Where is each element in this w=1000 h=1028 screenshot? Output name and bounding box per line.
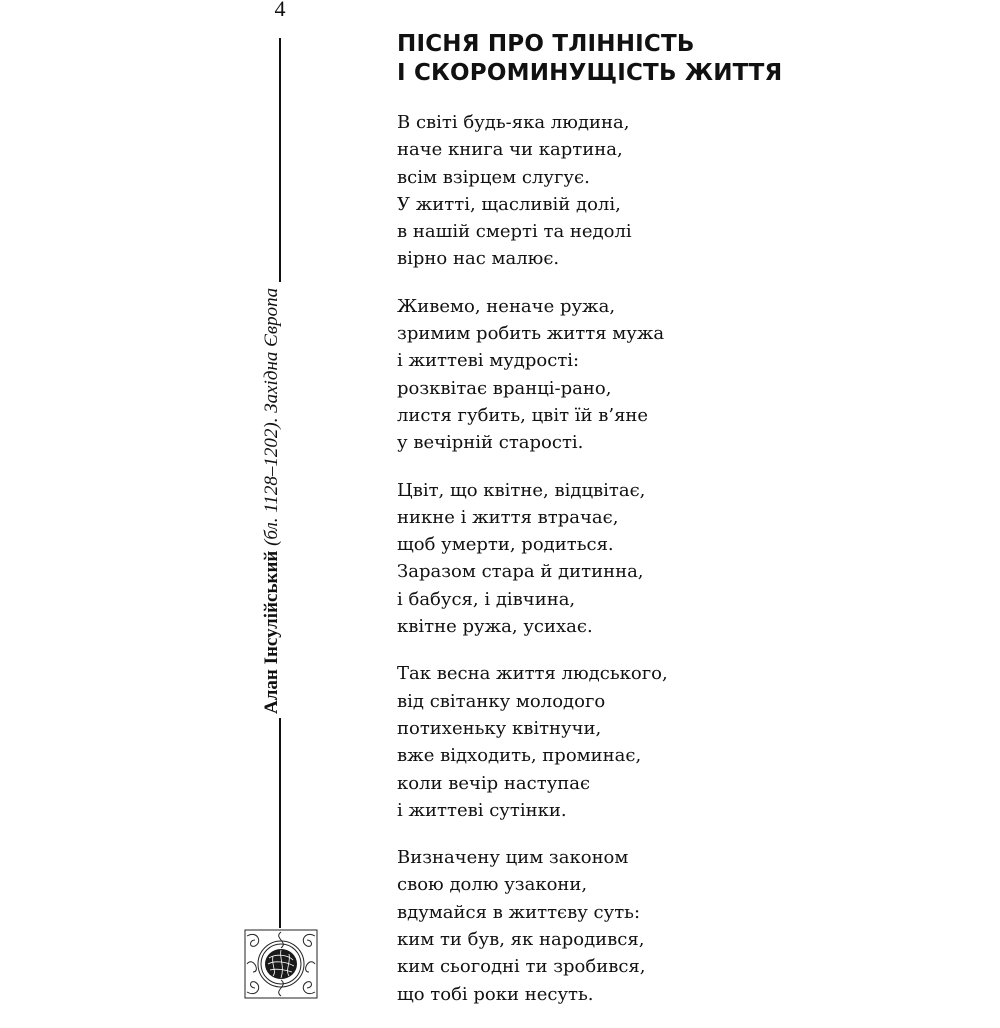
spine-dates: (бл. 1128–1202). [261, 417, 282, 546]
poem-line: вдумайся в життєву суть: [397, 901, 641, 923]
poem-line: і життеві сутінки. [397, 799, 567, 821]
poem-line: Цвіт, що квітне, відцвітає, [397, 479, 646, 501]
poem-line: коли вечір наступає [397, 772, 591, 794]
stanza-3 [397, 477, 957, 641]
poem-line: розквітає вранці-рано, [397, 377, 612, 399]
poem-line: у вечірній старості. [397, 432, 584, 454]
poem-line: ким сьогодні ти зробився, [397, 956, 646, 978]
page-number: 4 [274, 0, 286, 21]
spine-region: Західна Європа [261, 287, 282, 413]
poem-line: вірно нас малює. [397, 248, 560, 270]
stanza-5 [397, 844, 957, 1008]
poem-line: в нашій смерті та недолі [397, 221, 632, 243]
spine-caption [261, 282, 283, 718]
poem-line: В світі будь-яка людина, [397, 112, 630, 133]
spine-author: Алан Інсулійський [261, 550, 282, 714]
poem-line: Живемо, неначе ружа, [397, 295, 616, 317]
poem-body [397, 109, 957, 1028]
stanza-2 [397, 293, 957, 457]
poem-line: У житті, щасливій долі, [397, 193, 621, 215]
poem-line: Визначену цим законом [397, 847, 629, 869]
poem-line: Заразом стара й дитинна, [397, 561, 644, 583]
poem-line: наче книга чи картина, [397, 139, 623, 161]
poem-line: зримим робить життя мужа [397, 323, 665, 345]
poem-line: ким ти був, як народився, [397, 929, 645, 951]
stanza-1 [397, 109, 957, 273]
poem-line: потихеньку квітнучи, [397, 717, 602, 739]
poem-line: свою долю узакони, [397, 874, 588, 896]
poem-line: всім взірцем слугує. [397, 166, 590, 188]
poem-line: від світанку молодого [397, 690, 606, 712]
floral-ornament-icon [243, 928, 319, 1000]
stanza-4 [397, 660, 957, 824]
poem-title-line-2: І СКОРОМИНУЩІСТЬ ЖИТТЯ [397, 60, 783, 86]
poem-line: і бабуся, і дівчина, [397, 588, 576, 610]
poem-line: щоб умерти, родиться. [397, 534, 614, 556]
poem-line: никне і життя втрачає, [397, 506, 619, 528]
poem-line: що тобі роки несуть. [397, 983, 594, 1005]
poem-line: Так весна життя людського, [397, 663, 668, 685]
poem-title [397, 30, 782, 88]
poem-line: вже відходить, проминає, [397, 745, 642, 767]
poem-line: квітне ружа, усихає. [397, 616, 593, 638]
poem-line: і життеві мудрості: [397, 350, 580, 372]
poem-line: листя губить, цвіт їй в’яне [397, 404, 649, 426]
poem-title-line-1: ПІСНЯ ПРО ТЛІННІСТЬ [397, 31, 695, 57]
